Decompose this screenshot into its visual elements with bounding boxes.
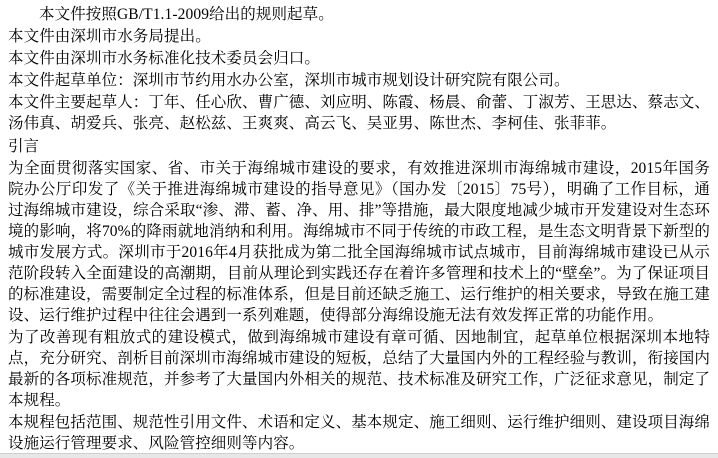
foreword-heading: 引言 [8,138,40,155]
paragraph-drafting-units: 本文件起草单位：深圳市节约用水办公室，深圳市城市规划设计研究院有限公司。 [8,72,570,89]
paragraph-proposer: 本文件由深圳市水务局提出。 [8,28,211,45]
foreword-paragraph-1: 为全面贯彻落实国家、省、市关于海绵城市建设的要求，有效推进深圳市海绵城市建设，2015年国务院办公厅印发了《关于推进海绵城市建设的指导意见》（国办发〔2015〕75号），明确了工作目标，通过海绵城市建设，综合采取“渗、滞、蓄、净、用、排”等措施，最大限度地减少城市开发建设对生态环境的影响，将70%的降雨就地消纳和利用。海绵城市不同于传统的市政工程，是生态文明背景下新型的城市发展方式。深圳市于2016年4月获批成为第二批全国海绵城市试点城市，目前海绵城市建设已从示范阶段转入全面建设的高潮期，目前从理论到实践还存在着许多管理和技术上的“壁垒”。为了保证项目的标准建设，需要制定全过程的标准体系，但是目前还缺乏施工、运行维护的相关要求，导致在施工建设、运行维护过程中往往会遇到一系列难题，使得部分海绵设施无法有效发挥正常的功能作用。 [8,160,711,324]
page-bottom-strip [0,453,718,458]
paragraph-standard-rule: 本文件按照GB/T1.1-2009给出的规则起草。 [39,6,334,23]
foreword-paragraph-2: 为了改善现有粗放式的建设模式，做到海绵城市建设有章可循、因地制宜，起草单位根据深圳本地特点，充分研究、剖析目前深圳市海绵城市建设的短板，总结了大量国内外的工程经验与教训，衔接国内最新的各项标准规范，并参考了大量国内外相关的规范、技术标准及研究工作，广泛征求意见，制定了本规程。 [8,329,711,409]
foreword-paragraph-3: 本规程包括范围、规范性引用文件、术语和定义、基本规定、施工细则、运行维护细则、建设项目海绵设施运行管理要求、风险管控细则等内容。 [8,414,711,452]
paragraph-jurisdiction: 本文件由深圳市水务标准化技术委员会归口。 [8,50,321,67]
paragraph-main-drafters: 本文件主要起草人：丁年、任心欣、曹广德、刘应明、陈霞、杨晨、俞蕾、丁淑芳、王思达、蔡志文、汤伟真、胡爱兵、张亮、赵松兹、王爽爽、高云飞、吴亚男、陈世杰、李柯佳、张菲菲。 [8,94,711,132]
